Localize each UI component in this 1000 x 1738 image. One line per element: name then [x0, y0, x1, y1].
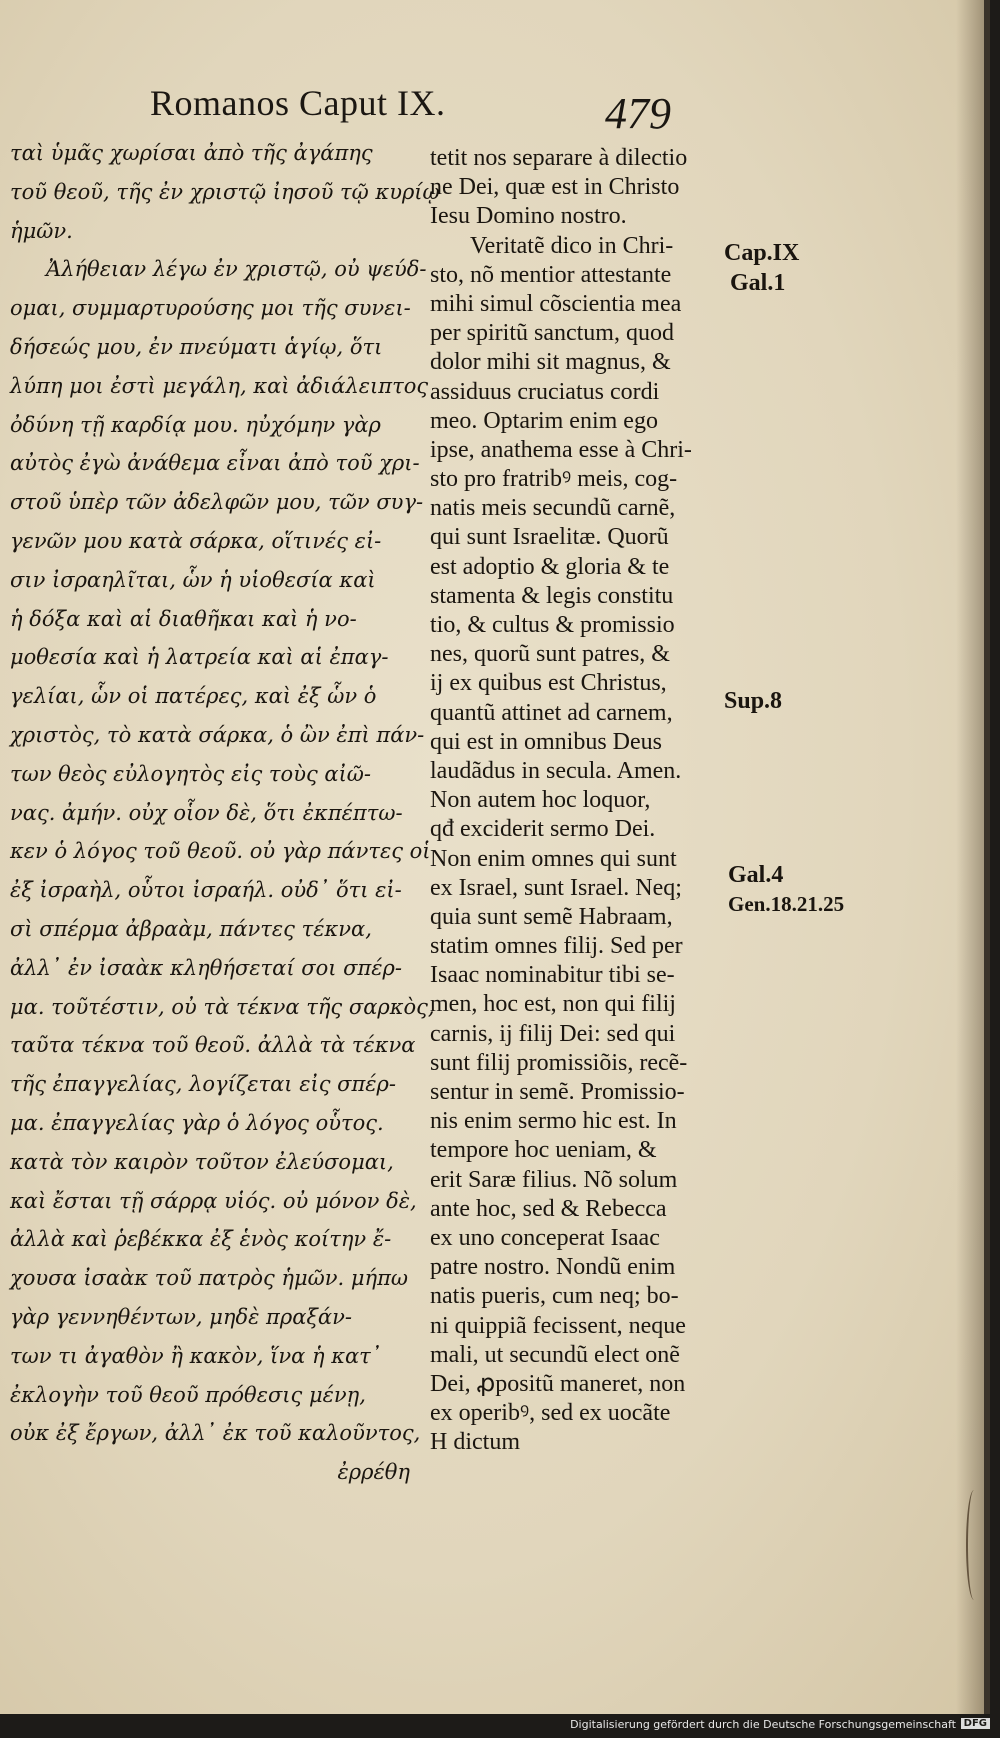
latin-line: carnis, ij filij Dei: sed qui [430, 1020, 676, 1047]
latin-line: stamenta & legis constitu [430, 582, 674, 609]
greek-line: ομαι, συμμαρτυρούσης μοι τῆς συνει- [10, 296, 411, 321]
margin-note-gal4: Gal.4 [728, 862, 784, 888]
greek-line: ἐξ ἰσραὴλ, οὗτοι ἰσραήλ. οὐδ᾽ ὅτι εἰ- [10, 878, 402, 903]
greek-line: ὀδύνη τῇ καρδίᾳ μου. ηὐχόμην γὰρ [10, 412, 381, 437]
latin-line: erit Saræ filius. Nõ solum [430, 1166, 678, 1193]
greek-line: νας. ἀμήν. οὐχ οἷον δὲ, ὅτι ἐκπέπτω- [10, 800, 403, 825]
latin-line: Non enim omnes qui sunt [430, 845, 677, 872]
greek-line: ἐκλογὴν τοῦ θεοῦ πρόθεσις μένῃ, [10, 1382, 366, 1407]
latin-line: dolor mihi sit magnus, & [430, 349, 671, 376]
greek-line: σιν ἰσραηλῖται, ὧν ἡ υἱοθεσία καὶ [10, 567, 376, 592]
margin-note-gen: Gen.18.21.25 [728, 892, 845, 916]
dfg-logo: DFG [961, 1718, 990, 1729]
footer-funding-text: Digitalisierung gefördert durch die Deutsche Forschungsgemeinschaft [570, 1718, 956, 1731]
latin-line: ni quippiã fecissent, neque [430, 1312, 686, 1339]
margin-note-cap: Cap.IX [724, 240, 800, 266]
latin-line: qui sunt Israelitæ. Quorũ [430, 524, 669, 551]
latin-line: Isaac nominabitur tibi se- [430, 962, 675, 989]
greek-line: ἡ δόξα καὶ αἱ διαθῆκαι καὶ ἡ νο- [10, 606, 357, 631]
latin-line: est adoptio & gloria & te [430, 553, 670, 580]
latin-line: Dei, ꝓpositũ maneret, non [430, 1370, 686, 1397]
latin-line: Veritatẽ dico in Chri- [470, 232, 674, 259]
latin-line: ex uno conceperat Isaac [430, 1224, 660, 1251]
greek-line: ἀλλ᾽ ἐν ἰσαὰκ κληθήσεταί σοι σπέρ- [10, 955, 402, 980]
latin-line: qđ exciderit sermo Dei. [430, 816, 656, 843]
greek-line: λύπη μοι ἐστὶ μεγάλη, καὶ ἀδιάλειπτος [10, 373, 429, 398]
latin-line: Non autem hoc loquor, [430, 787, 651, 814]
latin-line: tempore hoc ueniam, & [430, 1137, 657, 1164]
greek-line: οὐκ ἐξ ἔργων, ἀλλ᾽ ἐκ τοῦ καλοῦντος, [10, 1421, 421, 1446]
greek-line: στοῦ ὑπὲρ τῶν ἀδελφῶν μου, τῶν συγ- [10, 490, 424, 515]
latin-line: sunt filij promissiõis, recẽ- [430, 1049, 688, 1076]
latin-line: ne Dei, quæ est in Christo [430, 174, 680, 201]
latin-line: statim omnes filij. Sed per [430, 933, 683, 960]
footer-bar [0, 1714, 1000, 1738]
greek-line: ἐρρέθη [337, 1460, 410, 1485]
greek-line: γελίαι, ὧν οἱ πατέρες, καὶ ἐξ ὧν ὁ [10, 684, 377, 709]
latin-line: quia sunt semẽ Habraam, [430, 903, 673, 930]
latin-line: sto pro fratribꝰ meis, cog- [430, 466, 678, 493]
latin-line: H dictum [430, 1429, 520, 1456]
latin-line: ante hoc, sed & Rebecca [430, 1195, 667, 1222]
latin-line: ij ex quibus est Christus, [430, 670, 667, 697]
latin-line: ex operibꝰ, sed ex uocãte [430, 1400, 671, 1427]
greek-line: ταὶ ὑμᾶς χωρίσαι ἀπὸ τῆς ἀγάπης [10, 141, 373, 165]
latin-line: laudãdus in secula. Amen. [430, 757, 682, 784]
greek-line: τοῦ θεοῦ, τῆς ἐν χριστῷ ἰησοῦ τῷ κυρίῳ [10, 179, 440, 204]
latin-line: men, hoc est, non qui filij [430, 991, 676, 1018]
greek-line: δήσεώς μου, ἐν πνεύματι ἁγίῳ, ὅτι [10, 334, 383, 359]
latin-line: nes, quorũ sunt patres, & [430, 641, 670, 668]
latin-text-column [430, 144, 692, 1457]
greek-line: των τι ἀγαθὸν ἢ κακὸν, ἵνα ἡ κατ᾽ [10, 1343, 382, 1368]
greek-line: καὶ ἔσται τῇ σάρρᾳ υἱός. οὐ μόνον δὲ, [10, 1188, 417, 1213]
latin-line: ipse, anathema esse à Chri- [430, 436, 692, 463]
greek-line: μα. ἐπαγγελίας γὰρ ὁ λόγος οὗτος. [10, 1110, 384, 1135]
greek-text-column [10, 134, 440, 1492]
running-title: Romanos Caput IX. [150, 83, 446, 123]
latin-line: assiduus cruciatus cordi [430, 378, 660, 405]
latin-line: mihi simul cõscientia mea [430, 290, 682, 317]
greek-line: κατὰ τὸν καιρὸν τοῦτον ἐλεύσομαι, [10, 1149, 394, 1174]
latin-line: qui est in omnibus Deus [430, 728, 662, 755]
latin-line: mali, ut secundũ elect onẽ [430, 1341, 680, 1368]
greek-line: μοθεσία καὶ ἡ λατρεία καὶ αἱ ἐπαγ- [10, 645, 389, 670]
latin-line: nis enim sermo hic est. In [430, 1108, 677, 1135]
margin-note-sup: Sup.8 [724, 688, 783, 714]
greek-line: ταῦτα τέκνα τοῦ θεοῦ. ἀλλὰ τὰ τέκνα [10, 1033, 416, 1058]
latin-line: sentur in semẽ. Promissio- [430, 1079, 685, 1105]
latin-line: quantũ attinet ad carnem, [430, 699, 673, 726]
greek-line: αὐτὸς ἐγὼ ἀνάθεμα εἶναι ἀπὸ τοῦ χρι- [10, 451, 420, 476]
greek-line: γενῶν μου κατὰ σάρκα, οἵτινές εἰ- [10, 528, 382, 553]
latin-line: tetit nos separare à dilectio [430, 145, 688, 171]
latin-line: natis pueris, cum neq; bo- [430, 1283, 679, 1310]
greek-line: χουσα ἰσαὰκ τοῦ πατρὸς ἡμῶν. μήπω [10, 1266, 409, 1291]
latin-line: Iesu Domino nostro. [430, 203, 627, 230]
latin-line: natis meis secundũ carnẽ, [430, 495, 676, 522]
greek-line: ἀλλὰ καὶ ῥεβέκκα ἐξ ἑνὸς κοίτην ἔ- [10, 1227, 392, 1252]
greek-line: κεν ὁ λόγος τοῦ θεοῦ. οὐ γὰρ πάντες οἱ [10, 839, 431, 864]
greek-line: Ἀλήθειαν λέγω ἐν χριστῷ, οὐ ψεύδ- [46, 257, 427, 282]
greek-line: σὶ σπέρμα ἀβραὰμ, πάντες τέκνα, [10, 916, 372, 941]
latin-line: patre nostro. Nondũ enim [430, 1254, 676, 1281]
greek-line: τῆς ἐπαγγελίας, λογίζεται εἰς σπέρ- [10, 1072, 396, 1097]
greek-line: μα. τοῦτέστιν, οὐ τὰ τέκνα τῆς σαρκὸς, [10, 994, 435, 1019]
latin-line: sto, nõ mentior attestante [430, 261, 672, 288]
page-edge-curl [966, 1490, 982, 1600]
latin-line: per spiritũ sanctum, quod [430, 320, 674, 347]
greek-line: γὰρ γεννηθέντων, μηδὲ πραξάν- [10, 1304, 352, 1329]
greek-line: χριστὸς, τὸ κατὰ σάρκα, ὁ ὢν ἐπὶ πάν- [10, 722, 425, 747]
greek-line: ἡμῶν. [10, 218, 73, 243]
latin-line: tio, & cultus & promissio [430, 612, 675, 638]
latin-line: meo. Optarim enim ego [430, 407, 658, 434]
greek-line: των θεὸς εὐλογητὸς εἰς τοὺς αἰῶ- [10, 761, 372, 786]
page-number: 479 [605, 89, 671, 138]
margin-note-gal1: Gal.1 [730, 270, 786, 296]
latin-line: ex Israel, sunt Israel. Neq; [430, 874, 682, 901]
